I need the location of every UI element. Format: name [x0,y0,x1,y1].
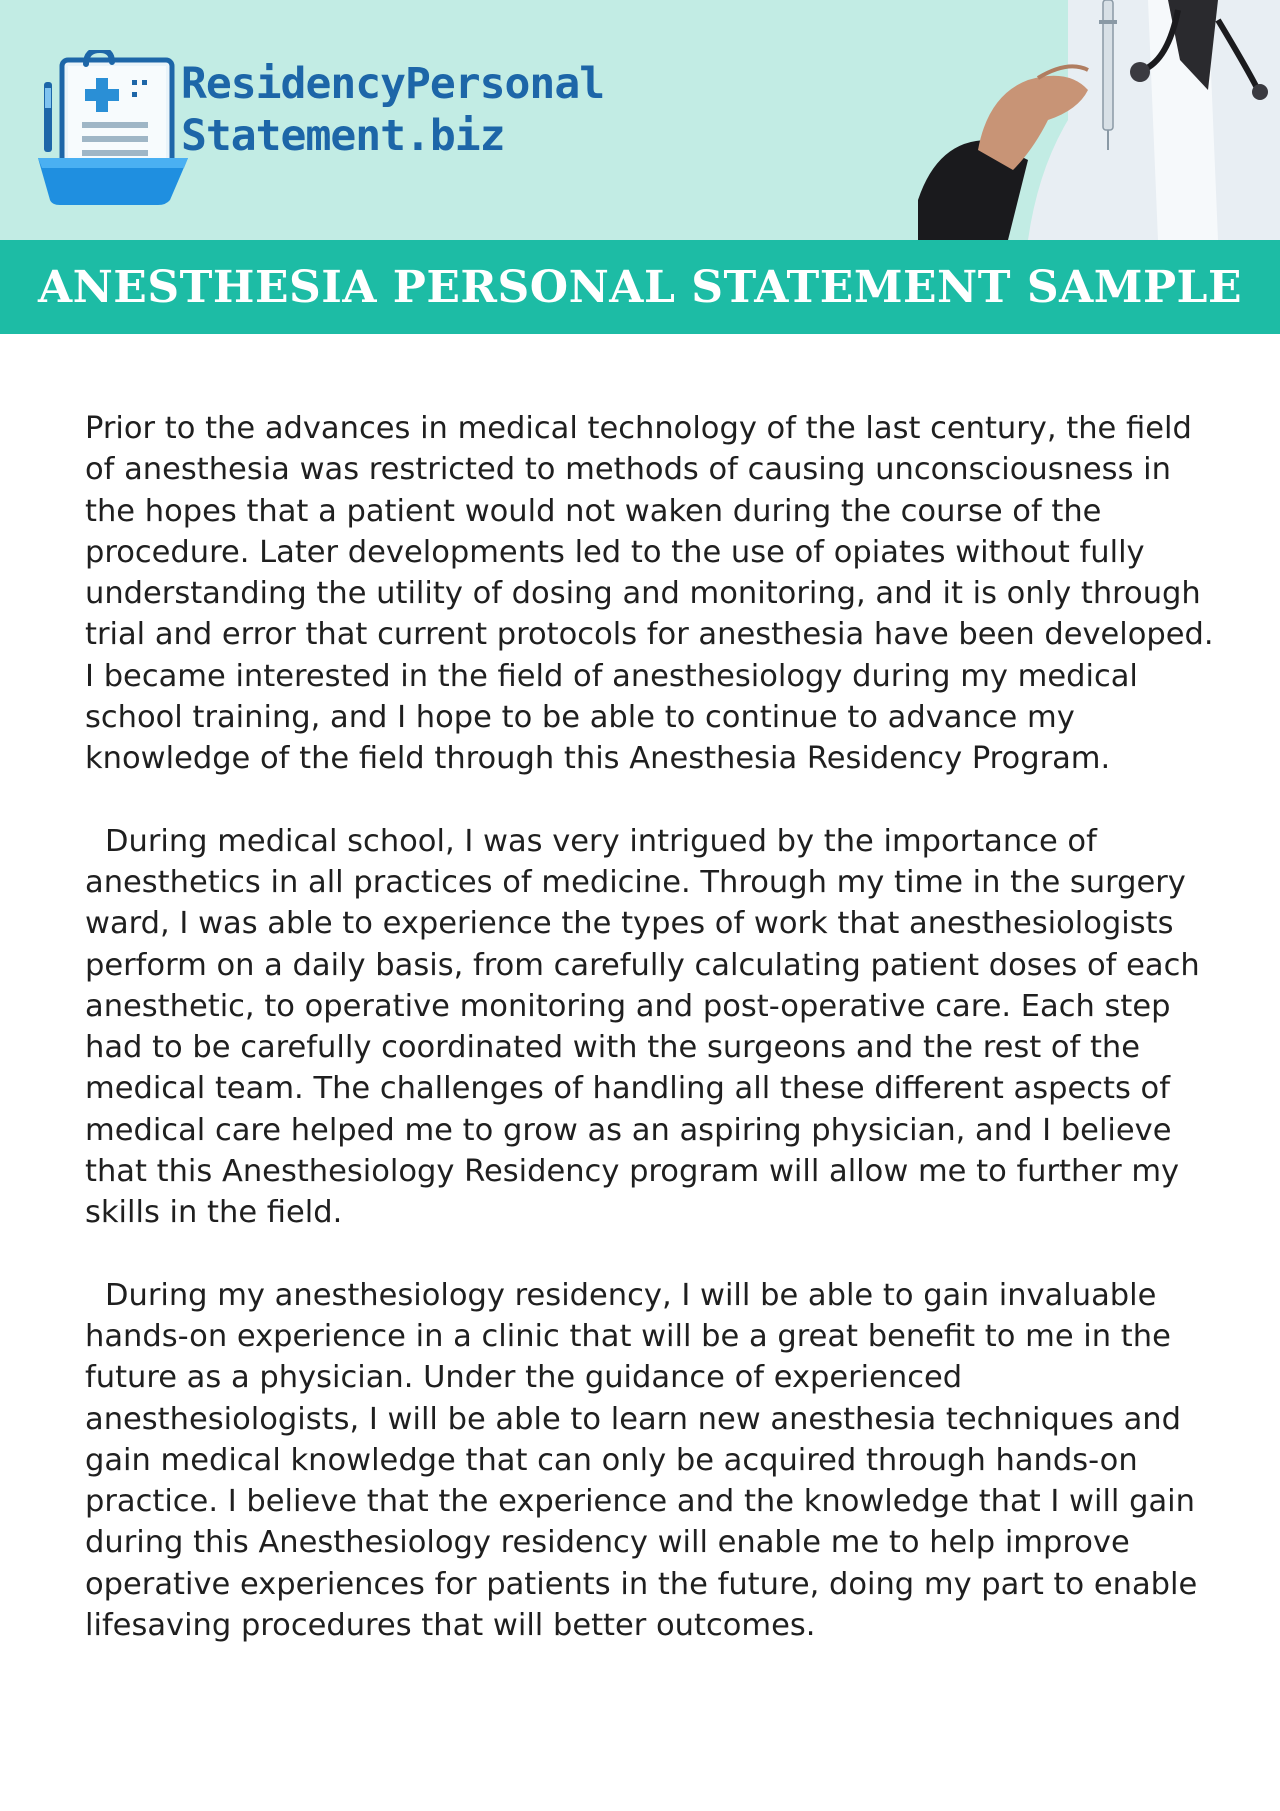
brand-logo-text [181,58,604,162]
page-title: ANESTHESIA PERSONAL STATEMENT SAMPLE [37,261,1243,313]
header [0,0,1280,240]
statement-body [85,408,1215,1687]
paragraph-3: During my anesthesiology residency, I will be able to gain invaluable hands-on experience in a clinic that will be a great benefit to me in the future as a physician. Under the guidance of experienced anesthesiologists, I will be able to learn new anesthesia techniques and gain medical knowledge that can only be acquired through hands-on practice. I believe that the experience and the knowledge that I will gain during this Anesthesiology residency will enable me to help improve operative experiences for patients in the future, doing my part to enable lifesaving procedures that will better outcomes. [85,1277,1198,1644]
title-banner [0,240,1280,334]
brand-line-1: ResidencyPersonal [181,59,605,109]
paragraph-1: Prior to the advances in medical technology of the last century, the field of anesthesia was restricted to methods of causing unconsciousness in the hopes that a patient would not waken during the course of the procedure. Later developments led to the use of opiates without fully understanding the utility of dosing and monitoring, and it is only through trial and error that current protocols for anesthesia have been developed. I became interested in the field of anesthesiology during my medical school training, and I hope to be able to continue to advance my knowledge of the field through this Anesthesia Residency Program. [85,411,1214,777]
doctor-with-syringe-image [918,0,1280,240]
brand-line-2: Statement.biz [181,111,505,161]
paragraph-2: During medical school, I was very intrigued by the importance of anesthetics in all practices of medicine. Through my time in the surgery ward, I was able to experience the types of work that anesthesiologists perform on a daily basis, from carefully calculating patient doses of each anesthetic, to operative monitoring and post-operative care. Each step had to be carefully coordinated with the surgeons and the rest of the medical team. The challenges of handling all these different aspects of medical care helped me to grow as an aspiring physician, and I believe that this Anesthesiology Residency program will allow me to further my skills in the field. [85,823,1200,1231]
medical-document-folder-icon [38,50,188,205]
